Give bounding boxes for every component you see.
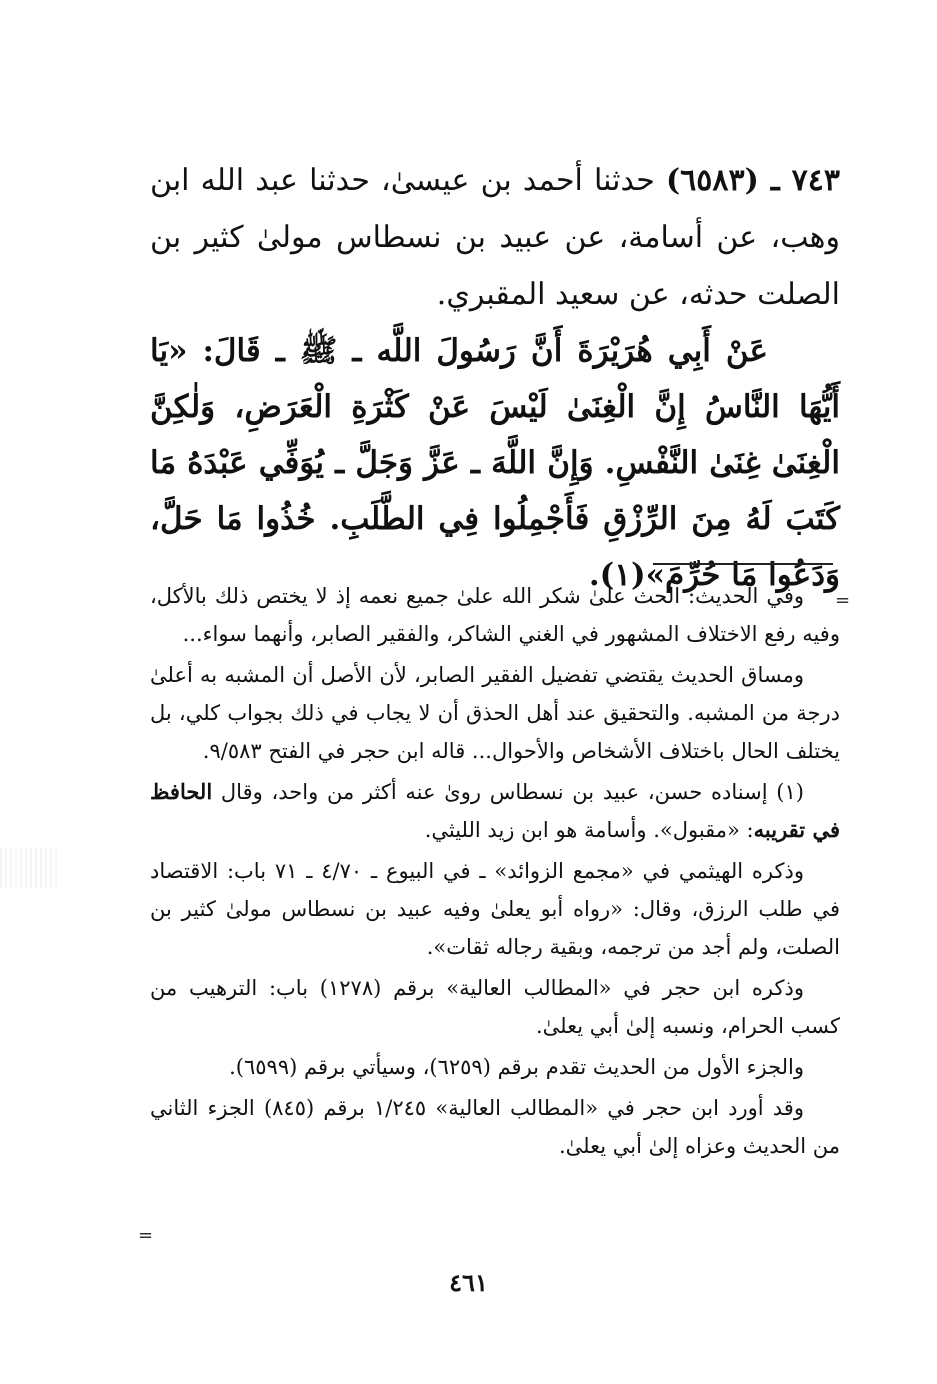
page-number: ٤٦١ (449, 1268, 488, 1297)
footnote-paragraph: وذكره الهيثمي في «مجمع الزوائد» ـ في البيوع ـ ٤/٧٠ ـ ٧١ باب: الاقتصاد في طلب الرزق، وقال: «رواه أبو يعلىٰ وفيه عبيد بن نسطاس مولىٰ كثير بن الصلت، ولم أجد من ترجمه، وبقية رجاله ثقات». (150, 859, 840, 959)
hadith-number: ٧٤٣ ـ (٦٥٨٣) (665, 163, 840, 198)
footnote-separator (653, 563, 833, 565)
continuation-mark: = (835, 590, 851, 611)
hadith-block (150, 152, 840, 603)
footnote-paragraph: وقد أورد ابن حجر في «المطالب العالية» ١/٢٤٥ برقم (٨٤٥) الجزء الثاني من الحديث وعزاه إلىٰ أبي يعلىٰ. (150, 1096, 840, 1158)
scan-artifact (0, 848, 60, 888)
footnote-paragraph: والجزء الأول من الحديث تقدم برقم (٦٢٥٩)، وسيأتي برقم (٦٥٩٩). (229, 1055, 804, 1079)
footnote-text: : «مقبول». وأسامة هو ابن زيد الليثي. (424, 818, 754, 842)
matn-paragraph: عَنْ أَبِي هُرَيْرَةَ أَنَّ رَسُولَ اللَّه ـ ﷺ ـ قَالَ: «يَا أَيُّهَا النَّاسُ إِنَّ الْغِنَىٰ لَيْسَ عَنْ كَثْرَةِ الْعَرَضِ، وَلٰكِنَّ الْغِنَىٰ غِنَىٰ النَّفْسِ. وَإِنَّ اللَّهَ ـ عَزَّ وَجَلَّ ـ يُوَفِّي عَبْدَهُ مَا كَتَبَ لَهُ مِنَ الرِّزْقِ فَأَجْمِلُوا فِي الطَّلَبِ. خُذُوا مَا حَلَّ، وَدَعُوا مَا حُرِّمَ»(١). (150, 333, 840, 593)
footnote-paragraph: وذكره ابن حجر في «المطالب العالية» برقم (١٢٧٨) باب: الترهيب من كسب الحرام، ونسبه إلىٰ أبي يعلىٰ. (150, 976, 840, 1038)
footnotes-block (150, 577, 840, 1168)
footnote-paragraph (150, 773, 840, 849)
footnote-paragraph: وفي الحديث: الحث علىٰ شكر الله علىٰ جميع نعمه إذ لا يختص ذلك بالأكل، وفيه رفع الاختلاف المشهور في الغني الشاكر، والفقير الصابر، وأنهما سواء... (150, 584, 840, 646)
isnad-text: حدثنا أحمد بن عيسىٰ، حدثنا عبد الله ابن وهب، عن أسامة، عن عبيد بن نسطاس مولىٰ كثير بن الصلت حدثه، عن سعيد المقبري. (150, 163, 840, 312)
footnote-text: (١) إسناده حسن، عبيد بن نسطاس روىٰ عنه أكثر من واحد، وقال (220, 780, 804, 804)
footnote-paragraph: ومساق الحديث يقتضي تفضيل الفقير الصابر، لأن الأصل أن المشبه به أعلىٰ درجة من المشبه. والتحقيق عند أهل الحذق أن لا يجاب في ذلك بجواب كلي، بل يختلف الحال باختلاف الأشخاص والأحوال... قاله ابن حجر في الفتح ٩/٥٨٣. (150, 663, 840, 763)
footnote-bold-text: الحافظ في تقريبه (150, 779, 840, 842)
isnad-paragraph (150, 152, 840, 323)
continuation-mark: = (138, 1225, 154, 1246)
